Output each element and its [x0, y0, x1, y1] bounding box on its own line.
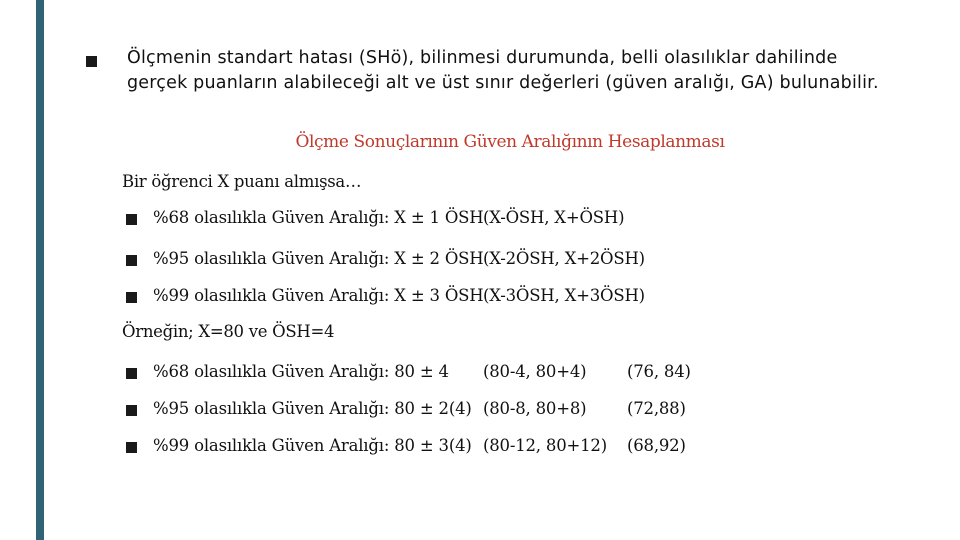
bullet [126, 292, 137, 303]
example-formula-99: %99 olasılıkla Güven Aralığı: 80 ± 3(4) [153, 436, 472, 455]
bullet [126, 442, 137, 453]
example-interval-99: (80-12, 80+12) [483, 436, 607, 455]
formula-99: %99 olasılıkla Güven Aralığı: X ± 3 ÖSH [153, 286, 484, 305]
example-interval-95: (80-8, 80+8) [483, 399, 587, 418]
example-formula-68: %68 olasılıkla Güven Aralığı: 80 ± 4 [153, 362, 449, 381]
example-result-95: (72,88) [627, 399, 686, 418]
example-interval-68: (80-4, 80+4) [483, 362, 587, 381]
accent-bar [36, 0, 44, 540]
intro-paragraph [127, 46, 917, 96]
bullet-intro [86, 56, 97, 67]
example-formula-95: %95 olasılıkla Güven Aralığı: 80 ± 2(4) [153, 399, 472, 418]
block1-heading: Bir öğrenci X puanı almışsa… [122, 172, 362, 191]
example-result-99: (68,92) [627, 436, 686, 455]
interval-95: (X-2ÖSH, X+2ÖSH) [483, 249, 645, 268]
bullet [126, 214, 137, 225]
formula-68: %68 olasılıkla Güven Aralığı: X ± 1 ÖSH [153, 208, 484, 227]
example-result-68: (76, 84) [627, 362, 691, 381]
formula-95: %95 olasılıkla Güven Aralığı: X ± 2 ÖSH [153, 249, 484, 268]
block2-heading: Örneğin; X=80 ve ÖSH=4 [122, 322, 335, 341]
bullet [126, 405, 137, 416]
intro-line-1: Ölçmenin standart hatası (SHö), bilinmesi durumunda, belli olasılıklar dahilinde [127, 48, 838, 68]
interval-68: (X-ÖSH, X+ÖSH) [483, 208, 625, 227]
bullet [126, 255, 137, 266]
intro-line-2: gerçek puanların alabileceği alt ve üst sınır değerleri (güven aralığı, GA) bulunabilir. [127, 73, 879, 93]
bullet [126, 368, 137, 379]
section-title: Ölçme Sonuçlarının Güven Aralığının Hesaplanması [295, 132, 725, 152]
interval-99: (X-3ÖSH, X+3ÖSH) [483, 286, 645, 305]
